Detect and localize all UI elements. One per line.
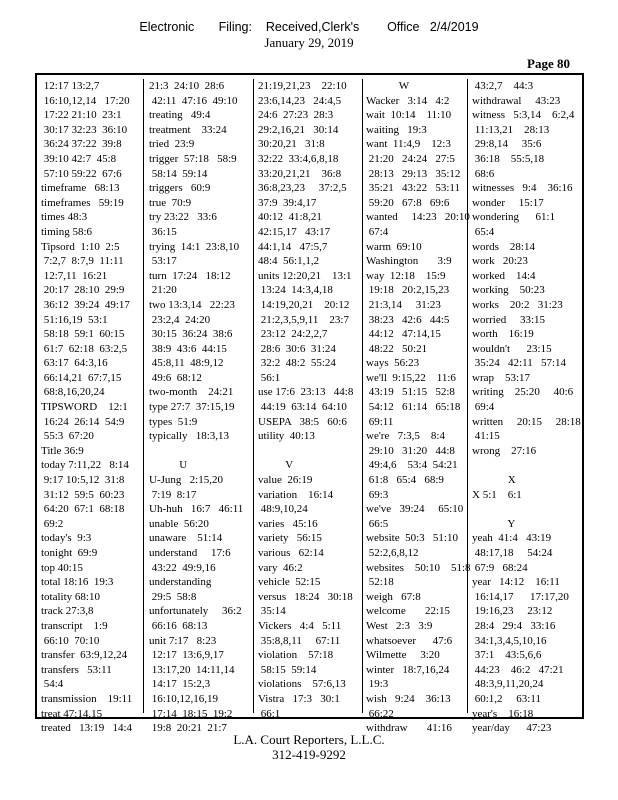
index-entry: use 17:6 23:13 44:8 [258,386,354,399]
index-entry [258,444,361,459]
index-entry: withdraw 41:16 [366,722,452,735]
index-entry: 61:8 65:4 68:9 [366,474,444,487]
index-entry: 44:12 47:14,15 [366,328,441,341]
filing-office: Office [387,20,420,34]
index-entry: vary 46:2 [258,561,303,574]
index-entry: vehicle 52:15 [258,576,321,589]
index-entry: TIPSWORD 12:1 [41,401,128,414]
index-entry: today 7:11,22 8:14 [41,459,129,472]
index-entry: 44:1,14 47:5,7 [258,240,328,253]
footer-phone: 312-419-9292 [272,747,346,762]
index-entry: typically 18:3,13 [149,430,230,443]
index-entry: 29:2,16,21 30:14 [258,123,339,136]
index-entry: 69:2 [41,517,64,530]
index-column-4 [366,79,471,735]
index-entry: 58:18 59:1 60:15 [41,328,125,341]
index-entry: 54:4 [41,678,64,691]
index-entry: violations 57:6,13 [258,678,346,691]
index-entry: totality 68:10 [41,590,100,603]
index-entry: 43:2,7 44:3 [472,80,534,92]
index-entry: 52:18 [366,576,394,589]
index-entry: two 13:3,14 22:23 [149,298,235,311]
column-divider [253,79,254,713]
index-entry: W [366,80,410,92]
index-entry: 38:23 42:6 44:5 [366,313,450,326]
index-entry: writing 25:20 40:6 [472,386,574,399]
index-entry: V [258,459,294,472]
index-entry: 44:19 63:14 64:10 [258,401,347,414]
index-entry: welcome 22:15 [366,605,451,618]
index-entry: times 48:3 [41,211,88,224]
filing-electronic: Electronic [139,20,195,34]
index-entry: transmission 19:11 [41,692,133,705]
index-entry: 23:2,4 24:20 [149,313,211,326]
index-entry: 16:24 26:14 54:9 [41,415,125,428]
filing-received: Received,Clerk's [265,20,360,34]
index-entry: 30:15 36:24 38:6 [149,328,233,341]
index-entry: units 12:20,21 13:1 [258,269,352,282]
index-entry: types 51:9 [149,415,198,428]
index-entry: unfortunately 36:2 [149,605,242,618]
index-entry: unit 7:17 8:23 [149,634,217,647]
index-entry: violation 57:18 [258,649,334,662]
index-entry: wrap 53:17 [472,371,531,384]
index-entry: 7:19 8:17 [149,488,197,501]
index-entry: 14:17 15:2,3 [149,678,211,691]
index-entry: witnesses 9:4 36:16 [472,182,573,195]
index-entry: 19:18 20:2,15,23 [366,284,450,297]
index-entry: 58:15 59:14 [258,663,317,676]
index-entry: withdrawal 43:23 [472,94,561,107]
index-entry: 42:15,17 43:17 [258,225,331,238]
index-entry: understanding [149,576,212,589]
column-divider [143,79,144,713]
index-entry: 44:23 46:2 47:21 [472,663,564,676]
index-entry: variation 16:14 [258,488,334,501]
index-entry: 65:4 [472,225,495,238]
index-entry: 48:17,18 54:24 [472,547,553,559]
index-entry: 37:9 39:4,17 [258,196,317,209]
index-entry: treated 13:19 14:4 [41,722,133,735]
index-entry: 23:6,14,23 24:4,5 [258,94,342,107]
index-entry: 34:1,3,4,5,10,16 [472,634,547,647]
index-entry: 21:20 24:24 27:5 [366,152,455,165]
index-entry: 12:17 13:6,9,17 [149,649,224,662]
index-entry: 35:8,8,11 67:11 [258,634,341,647]
index-entry: 48:3,9,11,20,24 [472,678,544,691]
index-entry: 35:21 43:22 53:11 [366,182,461,195]
index-entry: 35:24 42:11 57:14 [472,357,567,370]
index-entry: Y [472,517,516,530]
index-entry: want 11:4,9 12:3 [366,138,451,151]
index-entry: 13:24 14:3,4,18 [258,284,333,297]
index-entry: 57:10 59:22 67:6 [41,167,122,180]
index-entry: 7:2,7 8:7,9 11:11 [41,255,124,268]
index-entry: weigh 67:8 [366,590,421,603]
page-number: Page 80 [527,56,570,71]
index-entry: 54:12 61:14 65:18 [366,401,461,414]
index-entry: 24:6 27:23 28:3 [258,109,334,122]
index-entry: 56:1 [258,371,281,384]
index-entry: 43:22 49:9,16 [149,561,216,574]
index-entry: ways 56:23 [366,357,420,370]
index-entry: USEPA 38:5 60:6 [258,415,347,428]
index-entry: trigger 57:18 58:9 [149,152,237,165]
index-column-3 [258,79,361,720]
index-entry: 21:19,21,23 22:10 [258,80,347,92]
index-entry: X [472,474,516,487]
index-entry: 52:2,6,8,12 [366,547,419,559]
index-entry: type 27:7 37:15,19 [149,401,235,414]
index-entry: 17:14 18:15 19:2 [149,707,233,720]
index-entry: transfer 63:9,12,24 [41,649,128,662]
index-entry: understand 17:6 [149,547,231,559]
index-entry: 28:4 29:4 33:16 [472,619,556,632]
index-entry [472,502,582,517]
index-entry: various 62:14 [258,547,324,559]
index-entry: Uh-huh 16:7 46:11 [149,503,244,516]
index-entry: websites 50:10 51:8 [366,561,471,574]
index-entry: year's 16:18 [472,707,534,720]
index-entry: transfers 53:11 [41,663,112,676]
index-entry: 9:17 10:5,12 31:8 [41,474,125,487]
index-entry: 53:17 [149,255,177,268]
index-entry: 36:15 [149,225,177,238]
index-entry: true 70:9 [149,196,192,209]
index-entry: unaware 51:14 [149,532,223,545]
index-column-5 [472,79,582,735]
index-entry: 30:17 32:23 36:10 [41,123,128,136]
index-entry: tried 23:9 [149,138,195,151]
index-entry: versus 18:24 30:18 [258,590,353,603]
index-entry: Tipsord 1:10 2:5 [41,240,120,253]
index-entry: worth 16:19 [472,328,534,341]
index-entry [149,444,252,459]
footer-company: L.A. Court Reporters, L.L.C. [233,732,385,747]
index-entry: two-month 24:21 [149,386,234,399]
index-entry: 33:20,21,21 36:8 [258,167,342,180]
index-entry: 67:9 68:24 [472,561,528,574]
index-entry: witness 5:3,14 6:2,4 [472,109,575,122]
index-entry: 39:10 42:7 45:8 [41,152,117,165]
index-entry: 63:17 64:3,16 [41,357,108,370]
index-entry: 61:7 62:18 63:2,5 [41,342,128,355]
index-entry: 36:12 39:24 49:17 [41,298,130,311]
index-entry: 19:16,23 23:12 [472,605,553,618]
index-entry: value 26:19 [258,474,313,487]
index-entry: today's 9:3 [41,532,92,545]
filing-label: Filing: [218,20,252,34]
index-entry: total 18:16 19:3 [41,576,114,589]
index-entry: 37:1 43:5,6,6 [472,649,542,662]
index-entry: 30:20,21 31:8 [258,138,325,151]
index-entry: worried 33:15 [472,313,546,326]
index-entry: 69:4 [472,401,495,414]
index-entry: 58:14 59:14 [149,167,208,180]
index-entry: 21:20 [149,284,177,297]
index-entry: U [149,459,188,472]
index-entry [472,458,582,473]
index-entry: timing 58:6 [41,225,93,238]
index-entry: wait 10:14 11:10 [366,109,452,122]
index-entry: year 14:12 16:11 [472,576,560,589]
index-entry: Wacker 3:14 4:2 [366,94,450,107]
index-entry: 35:14 [258,605,286,618]
index-entry: wouldn't 23:15 [472,342,552,355]
index-entry: 36:18 55:5,18 [472,152,545,165]
index-entry: 36:8,23,23 37:2,5 [258,182,347,195]
index-entry: 66:16 68:13 [149,619,208,632]
filing-stamp-line [0,20,618,35]
index-entry: 16:10,12,14 17:20 [41,94,130,107]
index-entry: Washington 3:9 [366,255,452,268]
index-entry: 48:4 56:1,1,2 [258,255,320,268]
index-entry: 38:9 43:6 44:15 [149,342,227,355]
index-entry: wrong 27:16 [472,444,537,457]
index-entry: unable 56:20 [149,517,209,530]
index-entry: way 12:18 15:9 [366,269,446,282]
index-entry: 14:19,20,21 20:12 [258,298,350,311]
index-entry: website 50:3 51:10 [366,532,458,545]
index-entry: 19:3 [366,678,389,691]
index-entry: 28:13 29:13 35:12 [366,167,461,180]
index-entry: 66:5 [366,517,389,530]
hearing-date: January 29, 2019 [264,35,354,50]
index-entry: 31:12 59:5 60:23 [41,488,125,501]
index-entry: tonight 69:9 [41,547,98,559]
index-entry: 45:8,11 48:9,12 [149,357,224,370]
index-entry: 66:22 [366,707,394,720]
index-entry: 17:22 21:10 23:1 [41,109,122,122]
index-entry: warm 69:10 [366,240,422,253]
footer [0,732,618,762]
index-entry: work 20:23 [472,255,528,268]
index-entry: treat 47:14,15 [41,707,103,720]
index-entry: 49:4,6 53:4 54:21 [366,459,458,472]
index-entry: 66:14,21 67:7,15 [41,371,122,384]
index-entry: 29:8,14 35:6 [472,138,542,151]
index-entry: West 2:3 3:9 [366,619,433,632]
column-divider [362,79,363,713]
index-entry: 29:5 58:8 [149,590,197,603]
index-entry: treatment 33:24 [149,123,227,136]
index-entry: timeframes 59:19 [41,196,124,209]
index-entry: 66:1 [258,707,281,720]
index-entry: 40:12 41:8,21 [258,211,322,224]
index-entry: 66:10 70:10 [41,634,100,647]
index-entry: 68:8,16,20,24 [41,386,105,399]
index-entry: year/day 47:23 [472,722,552,735]
index-entry: timeframe 68:13 [41,182,120,195]
index-entry: 19:8 20:21 21:7 [149,722,227,735]
index-entry: worked 14:4 [472,269,536,282]
index-entry: triggers 60:9 [149,182,211,195]
index-entry: 28:6 30:6 31:24 [258,342,336,355]
index-entry: wonder 15:17 [472,196,544,209]
index-entry: Vistra 17:3 30:1 [258,692,340,705]
index-entry: treating 49:4 [149,109,211,122]
index-entry: wanted 14:23 20:10 [366,211,470,224]
index-entry: Vickers 4:4 5:11 [258,619,342,632]
index-entry: U-Jung 2:15,20 [149,474,223,487]
index-entry: we'll 9:15,22 11:6 [366,371,456,384]
index-entry: variety 56:15 [258,532,322,545]
index-entry: 48:9,10,24 [258,503,308,516]
index-entry: 69:11 [366,415,394,428]
index-entry: we're 7:3,5 8:4 [366,430,445,443]
index-entry: works 20:2 31:23 [472,298,563,311]
filing-date: 2/4/2019 [429,20,479,34]
index-entry: wish 9:24 36:13 [366,692,451,705]
index-entry: transcript 1:9 [41,619,108,632]
column-divider [467,79,468,713]
index-entry: turn 17:24 18:12 [149,269,231,282]
index-entry: 21:3 24:10 28:6 [149,80,225,92]
index-entry: words 28:14 [472,240,535,253]
index-entry: utility 40:13 [258,430,315,443]
index-entry: 21:2,3,5,9,11 23:7 [258,313,349,326]
index-entry: we've 39:24 65:10 [366,503,464,516]
index-entry: varies 45:16 [258,517,318,530]
index-entry: wondering 61:1 [472,211,556,224]
index-entry: trying 14:1 23:8,10 [149,240,240,253]
index-entry: top 40:15 [41,561,83,574]
index-entry: 67:4 [366,225,389,238]
index-entry: whatsoever 47:6 [366,634,453,647]
index-entry: yeah 41:4 43:19 [472,532,552,545]
index-entry: working 50:23 [472,284,545,297]
index-entry: Title 36:9 [41,444,84,457]
index-entry: 59:20 67:8 69:6 [366,196,450,209]
index-entry: 20:17 28:10 29:9 [41,284,125,297]
index-entry: 48:22 50:21 [366,342,428,355]
index-entry: try 23:22 33:6 [149,211,217,224]
index-entry: 32:22 33:4,6,8,18 [258,152,339,165]
index-entry: 21:3,14 31:23 [366,298,441,311]
index-entry: X 5:1 6:1 [472,488,522,501]
index-entry: track 27:3,8 [41,605,94,618]
index-entry: winter 18:7,16,24 [366,663,450,676]
index-entry: 13:17,20 14:11,14 [149,663,235,676]
index-entry: 43:19 51:15 52:8 [366,386,455,399]
index-entry: Wilmette 3:20 [366,649,440,662]
index-entry: 69:3 [366,488,389,501]
index-entry: 42:11 47:16 49:10 [149,94,238,107]
index-entry: 60:1,2 63:11 [472,692,541,705]
index-entry: 29:10 31:20 44:8 [366,444,455,457]
index-entry: 64:20 67:1 68:18 [41,503,125,516]
index-entry: 68:6 [472,167,495,180]
index-entry: waiting 19:3 [366,123,427,136]
index-entry: 41:15 [472,430,500,443]
index-entry: 12:17 13:2,7 [41,80,100,92]
filing-stamp [0,20,618,50]
index-entry: 23:12 24:2,2,7 [258,328,328,341]
index-entry: 16:14,17 17:17,20 [472,590,569,603]
index-column-1 [41,79,142,735]
index-column-2 [149,79,252,735]
index-entry: 51:16,19 53:1 [41,313,108,326]
index-entry: 16:10,12,16,19 [149,692,219,705]
index-entry: 11:13,21 28:13 [472,123,550,136]
index-entry: 32:2 48:2 55:24 [258,357,336,370]
index-entry: 55:3 67:20 [41,430,94,443]
index-entry: written 20:15 28:18 [472,415,581,428]
index-entry: 49:6 68:12 [149,371,202,384]
index-entry: 36:24 37:22 39:8 [41,138,122,151]
index-entry: 12:7,11 16:21 [41,269,108,282]
